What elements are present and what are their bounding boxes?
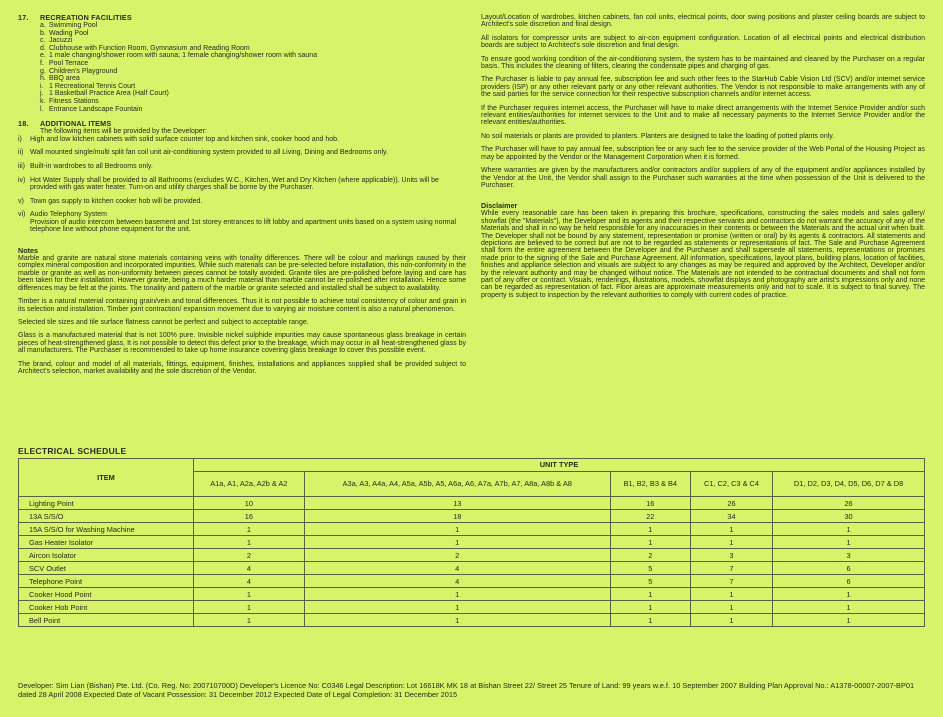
list-item — [18, 106, 466, 114]
item-number: iv) — [18, 176, 26, 184]
disclaimer-text: While every reasonable care has been taken in preparing this brochure, specifications, constructing the sales models and sales gallery/ showflat (the "Materials"), the Developer and its agents and their respective servants and contractors do not warrant the accuracy of any of the Materials and shall in no way be held responsible for any inaccuracies in their contents or between the Materials and the actual unit when built. The Developer shall not be bound by any statement, representation or promise (written or oral) by its agents & contractors. All statements and depictions are believed to be correct but are not to be regarded as statements or representations of fact. The Sale and Purchase Agreement shall form the entire agreement between the Developer and the Purchaser and shall supersede all statements, representations or promises made prior to the signing of the Sale and Purchase Agreement. All information, specifications, layout plans, building plans, location of facilities, finishes and appliance selection and visuals are subject to any changes as may be required and approved by the Architect, Developer and/or by the relevant authority and may be changed without notice. The Materials are not intended to be contractual documents and shall not form part of any offer or contract. Visuals, renderings, illustrations, models, showflat displays and photography are artist's impressions only and none can be regarded as representation of fact. Floor areas are approximate measurements only and not to scale. It is subject to final survey. The property is subject to inspection by the relevant authorities to comply with current codes of practice. — [481, 210, 925, 299]
table-row — [19, 562, 925, 575]
paragraph: The Purchaser will have to pay annual fee, subscription fee or any such fee to the service provider of the Web Portal of the Housing Project as may be appointed by the Vendor or the Management Corporation when it is formed. — [481, 146, 925, 161]
value-cell: 7 — [690, 575, 772, 588]
value-cell: 2 — [194, 549, 305, 562]
value-cell: 1 — [773, 601, 925, 614]
paragraph: If the Purchaser requires internet access, the Purchaser will have to make direct arrangements with the Internet Service Provider and/or such relevant entities/authorities for internet services to the Unit and to make all necessary payments to the Internet Service Provider and/or the relevant entities/authorities. — [481, 104, 925, 127]
value-cell: 13 — [304, 497, 610, 510]
item-number: vi) — [18, 211, 26, 219]
paragraph: Where warranties are given by the manufacturers and/or contractors and/or suppliers of any of the equipment and/or appliances installed by the Vendor at the Unit, the Vendor shall assign to the Purchaser such warranties at the time when possession of the Unit is delivered to the Purchaser. — [481, 167, 925, 189]
item-text: Wall mounted single/multi split fan coil unit air-conditioning system provided to all Living, Dining and Bedrooms only. — [30, 149, 388, 157]
item-letter: f. — [40, 59, 44, 67]
item-text: 1 Basketball Practice Area (Half Court) — [49, 90, 169, 98]
value-cell: 1 — [690, 588, 772, 601]
right-column — [481, 14, 925, 305]
value-cell: 1 — [690, 536, 772, 549]
item-text: Audio Telephony System Provision of audio intercom between basement and 1st storey entrances to lift lobby and apartment units based on a system using normal telephone line without phone equipment for the unit. — [30, 211, 457, 234]
value-cell: 1 — [610, 523, 690, 536]
unit-type-header-cell: A3a, A3, A4a, A4, A5a, A5b, A5, A6a, A6, A7a, A7b, A7, A8a, A8b & A8 — [304, 472, 610, 497]
item-letter: j. — [40, 90, 44, 98]
right-paragraphs — [481, 14, 925, 189]
section-number: 18. — [18, 119, 29, 129]
item-label-cell: Bell Point — [19, 614, 194, 627]
list-item — [18, 98, 466, 106]
list-item — [18, 90, 466, 98]
unit-type-header: UNIT TYPE — [194, 459, 925, 472]
electrical-schedule-table — [18, 458, 925, 627]
value-cell: 1 — [610, 536, 690, 549]
recreation-heading — [18, 14, 466, 22]
value-cell: 34 — [690, 510, 772, 523]
item-text: 1 Recreational Tennis Court — [49, 82, 136, 90]
item-label-cell: Cooker Hood Point — [19, 588, 194, 601]
section-title: ADDITIONAL ITEMS — [40, 119, 112, 129]
list-item — [18, 37, 466, 45]
list-item — [18, 211, 466, 234]
item-text: Built-in wardrobes to all Bedrooms only. — [30, 162, 153, 170]
item-number: iii) — [18, 162, 25, 170]
item-letter: e. — [40, 52, 46, 60]
item-number: v) — [18, 197, 24, 205]
value-cell: 22 — [610, 510, 690, 523]
paragraph: Layout/Location of wardrobes, kitchen cabinets, fan coil units, electrical points, door swing positions and plaster ceiling boards are subject to Architect's sole discretion and final design. — [481, 14, 925, 29]
value-cell: 2 — [610, 549, 690, 562]
list-item — [18, 60, 466, 68]
value-cell: 1 — [304, 536, 610, 549]
value-cell: 1 — [610, 588, 690, 601]
value-cell: 16 — [194, 510, 305, 523]
list-item — [18, 136, 466, 144]
section-title: RECREATION FACILITIES — [40, 13, 132, 22]
additional-list — [18, 136, 466, 234]
item-letter: g. — [40, 67, 46, 75]
item-label-cell: SCV Outlet — [19, 562, 194, 575]
section-number: 17. — [18, 13, 29, 22]
value-cell: 26 — [773, 497, 925, 510]
value-cell: 1 — [194, 601, 305, 614]
list-item — [18, 83, 466, 91]
unit-type-header-cell: C1, C2, C3 & C4 — [690, 472, 772, 497]
item-text: Town gas supply to kitchen cooker hob will be provided. — [30, 197, 203, 205]
value-cell: 3 — [690, 549, 772, 562]
value-cell: 6 — [773, 575, 925, 588]
item-text: Clubhouse with Function Room, Gymnasium and Reading Room — [49, 44, 250, 52]
paragraph: All isolators for compressor units are subject to air-con equipment configuration. Location of all electrical points and electrical distribution boards are subject to Architect's sole discretion and final design. — [481, 34, 925, 50]
value-cell: 18 — [304, 510, 610, 523]
list-item — [18, 45, 466, 53]
value-cell: 5 — [610, 562, 690, 575]
list-item — [18, 52, 466, 60]
table-row — [19, 523, 925, 536]
table-row — [19, 549, 925, 562]
value-cell: 1 — [304, 601, 610, 614]
item-label-cell: Cooker Hob Point — [19, 601, 194, 614]
item-letter: b. — [40, 29, 46, 37]
value-cell: 1 — [773, 588, 925, 601]
value-cell: 5 — [610, 575, 690, 588]
table-row — [19, 536, 925, 549]
value-cell: 1 — [773, 614, 925, 627]
value-cell: 3 — [773, 549, 925, 562]
value-cell: 2 — [304, 549, 610, 562]
item-text: Hot Water Supply shall be provided to all Bathrooms (excludes W.C., Kitchen, Wet and Dry Kitchen (where applicable)). Units will be provided with gas water heater. Turn-on and utility charges shall be borne by the Purchaser. — [30, 176, 439, 192]
item-letter: c. — [40, 37, 46, 45]
notes-list — [18, 255, 466, 375]
paragraph: The Purchaser is liable to pay annual fee, subscription fee and such other fees to the StarHub Cable Vision Ltd (SCV) and/or internet service providers (ISP) or any other relevant party or any other relevant authorities. The Vendor is not responsible to make arrangements with any of the said parties for the service connection for their respective subscription channels and/or internet access. — [481, 76, 925, 99]
unit-type-header-cell: A1a, A1, A2a, A2b & A2 — [194, 472, 305, 497]
item-text: Entrance Landscape Fountain — [49, 105, 143, 113]
item-letter: d. — [40, 44, 46, 52]
value-cell: 4 — [194, 575, 305, 588]
value-cell: 4 — [194, 562, 305, 575]
table-row — [19, 588, 925, 601]
value-cell: 1 — [690, 601, 772, 614]
left-column — [18, 14, 466, 381]
item-letter: a. — [40, 22, 46, 29]
list-item — [18, 198, 466, 206]
table-row — [19, 614, 925, 627]
item-text: High and low kitchen cabinets with solid surface counter top and kitchen sink, cooker hood and hob. — [30, 135, 339, 143]
list-item — [18, 75, 466, 83]
item-text: Children's Playground — [49, 67, 118, 75]
recreation-list — [18, 22, 466, 113]
table-row — [19, 510, 925, 523]
item-text: Wading Pool — [49, 29, 89, 37]
list-item — [18, 149, 466, 157]
list-item — [18, 30, 466, 38]
value-cell: 1 — [773, 536, 925, 549]
item-letter: i. — [40, 82, 44, 90]
item-label-cell: Aircon Isolator — [19, 549, 194, 562]
additional-intro: The following items will be provided by the Developer: — [40, 128, 207, 136]
item-number: ii) — [18, 149, 24, 157]
value-cell: 6 — [773, 562, 925, 575]
item-label-cell: Lighting Point — [19, 497, 194, 510]
schedule-title: ELECTRICAL SCHEDULE — [18, 446, 127, 456]
unit-type-header-cell: B1, B2, B3 & B4 — [610, 472, 690, 497]
table-row — [19, 601, 925, 614]
disclaimer-title: Disclaimer — [481, 201, 518, 211]
value-cell: 1 — [304, 614, 610, 627]
value-cell: 1 — [194, 614, 305, 627]
value-cell: 1 — [690, 523, 772, 536]
item-text: Fitness Stations — [49, 97, 99, 105]
table-row — [19, 497, 925, 510]
item-text: Jacuzzi — [49, 37, 73, 45]
footer-legal-text: Developer: Sim Lian (Bishan) Pte. Ltd. (Co. Reg. No: 200710700D) Developer's Licence No: C0346 Legal Description: Lot 16618K MK 18 at Bishan Street 22/ Street 25 Tenure of Land: 99 years w.e.f. 10 September 2007 Building Plan Approval No.: A1378-00007-2007-BP01 dated 28 April 2008 Expected Date of Vacant Possession: 31 December 2012 Expected Date of Legal Completion: 31 December 2015 — [18, 681, 915, 699]
list-item — [18, 163, 466, 171]
value-cell: 1 — [610, 614, 690, 627]
item-letter: l. — [40, 105, 44, 113]
item-text: Pool Terrace — [49, 59, 89, 67]
unit-type-header-cell: D1, D2, D3, D4, D5, D6, D7 & D8 — [773, 472, 925, 497]
item-letter: k. — [40, 97, 46, 105]
value-cell: 1 — [304, 523, 610, 536]
value-cell: 1 — [194, 536, 305, 549]
list-item — [18, 177, 466, 192]
list-item — [18, 22, 466, 30]
value-cell: 1 — [610, 601, 690, 614]
note-paragraph: Selected tile sizes and tile surface flatness cannot be perfect and subject to acceptable range. — [18, 318, 309, 326]
notes-title: Notes — [18, 246, 38, 256]
table-row — [19, 575, 925, 588]
value-cell: 16 — [610, 497, 690, 510]
value-cell: 4 — [304, 562, 610, 575]
value-cell: 4 — [304, 575, 610, 588]
item-number: i) — [18, 135, 22, 143]
additional-heading — [18, 120, 466, 128]
value-cell: 1 — [194, 588, 305, 601]
paragraph: No soil materials or plants are provided to planters. Planters are designed to take the loading of potted plants only. — [481, 132, 835, 140]
item-label-cell: Telephone Point — [19, 575, 194, 588]
value-cell: 30 — [773, 510, 925, 523]
note-paragraph: Glass is a manufactured material that is not 100% pure. Invisible nickel sulphide impurities may cause spontaneous glass breakage in certain pieces of heat-strengthened glass. It is not possible to detect this defect prior to the breakage, which may occur in all heat-strengthened glass by all manufacturers. The Purchaser is recommended to take up home insurance covering glass breakage to cover this possible event. — [18, 332, 466, 355]
value-cell: 26 — [690, 497, 772, 510]
list-item — [18, 68, 466, 76]
item-text: BBQ area — [49, 75, 80, 83]
item-label-cell: 13A S/S/O — [19, 510, 194, 523]
schedule-body — [19, 497, 925, 627]
value-cell: 7 — [690, 562, 772, 575]
note-paragraph: The brand, colour and model of all materials, fittings, equipment, finishes, installations and appliances supplied shall be provided subject to Architect's selection, market availability and the sole discretion of the Vendor. — [18, 360, 466, 375]
item-header: ITEM — [19, 459, 194, 497]
table-header-row — [19, 459, 925, 472]
note-paragraph: Timber is a natural material containing grain/vein and tonal differences. Thus it is not possible to achieve total consistency of colour and grain in its selection and installation. Timber joint contraction/ expansion movement due to varying air moisture content is also a natural phenomenon. — [18, 298, 466, 313]
value-cell: 1 — [690, 614, 772, 627]
value-cell: 1 — [194, 523, 305, 536]
paragraph: To ensure good working condition of the air-conditioning system, the system has to be maintained and cleaned by the Purchaser on a regular basis. This includes the cleaning of filters, clearing the condensate pipes and charging of gas. — [481, 55, 925, 71]
value-cell: 10 — [194, 497, 305, 510]
item-letter: h. — [40, 75, 46, 83]
value-cell: 1 — [773, 523, 925, 536]
item-text: Swimming Pool — [49, 22, 98, 29]
value-cell: 1 — [304, 588, 610, 601]
item-label-cell: Gas Heater Isolator — [19, 536, 194, 549]
item-text: 1 male changing/shower room with sauna; 1 female changing/shower room with sauna — [49, 52, 318, 60]
item-label-cell: 15A S/S/O for Washing Machine — [19, 523, 194, 536]
note-paragraph: Marble and granite are natural stone materials containing veins with tonality differences. There will be colour and markings caused by their complex mineral composition and incorporated impurities. While such materials can be pre-selected before installation, this non-conformity in the marble or granite as well as non-uniformity between pieces cannot be totally avoided. Granite tiles are pre-polished before laying and care has been taken for their installation. However granite, being a much harder material than marble cannot be re-polished after installation. Hence some differences may be felt at the joints. The tonality and pattern of the marble or granite selected and installed shall be subject to availability. — [18, 255, 466, 292]
